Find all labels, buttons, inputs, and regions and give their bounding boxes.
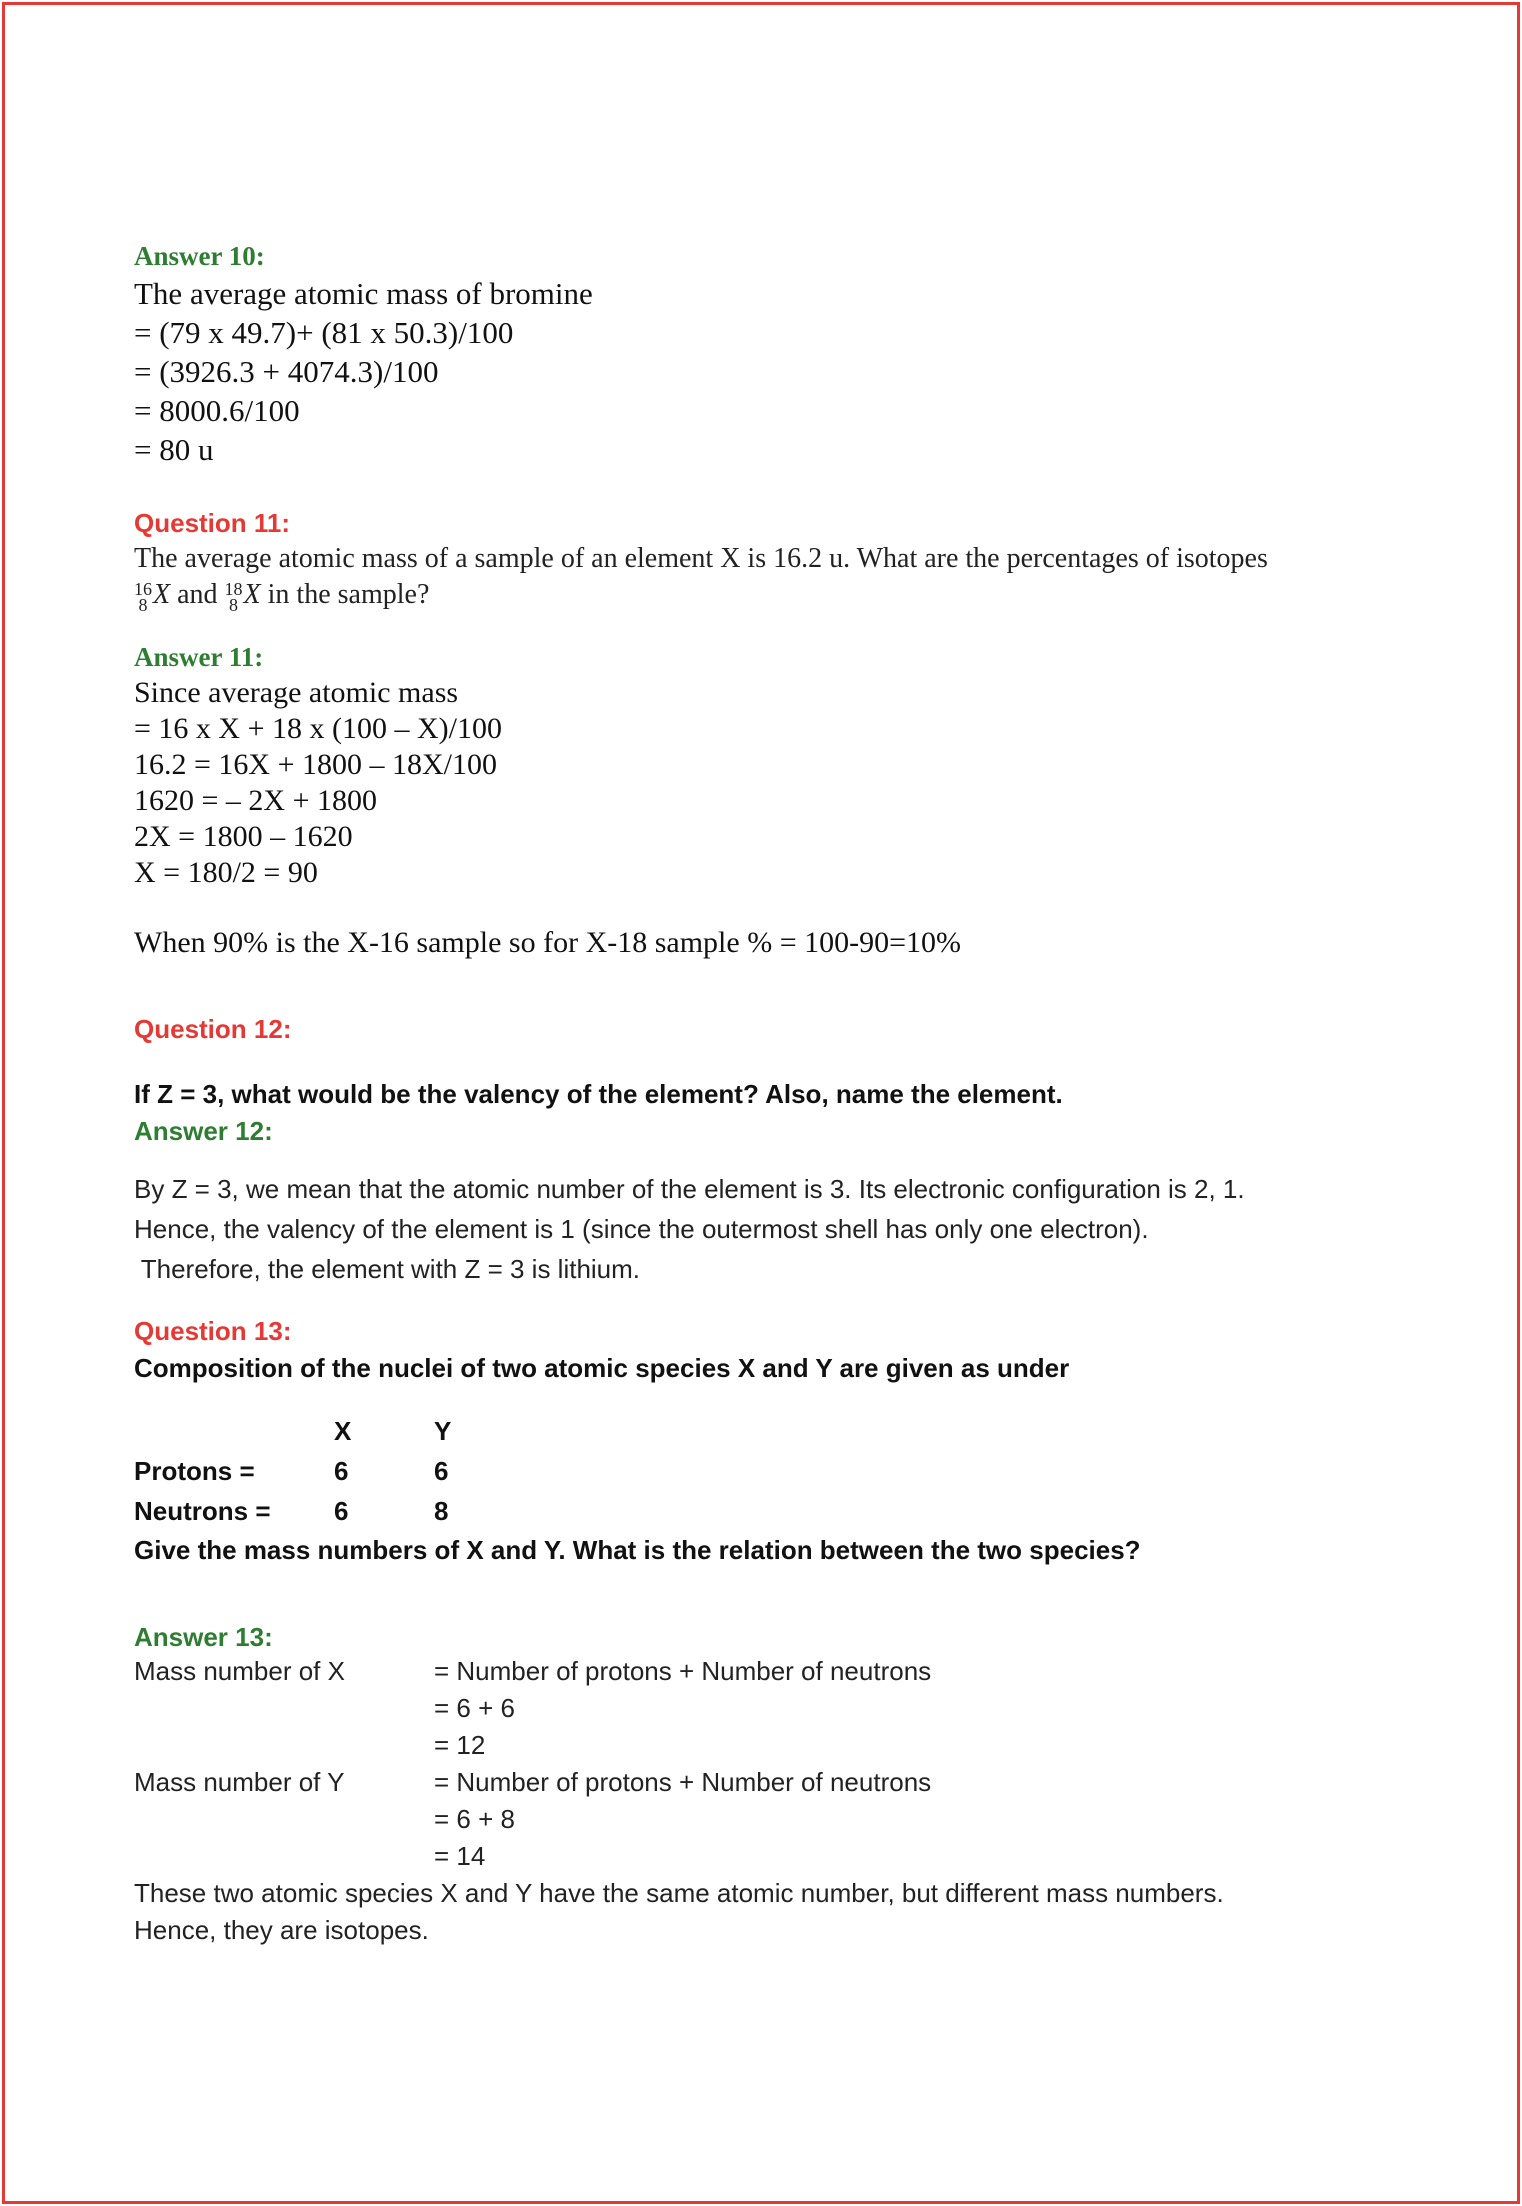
question-11-isotopes xyxy=(134,577,1404,613)
table-header-row xyxy=(134,1411,1404,1451)
table-row xyxy=(134,1451,1404,1491)
question-11-text: The average atomic mass of a sample of an element X is 16.2 u. What are the percentages of isotopes xyxy=(134,543,1268,574)
table-header-cell: X xyxy=(334,1416,352,1446)
table-row xyxy=(134,1491,1404,1531)
answer-12-heading: Answer 12: xyxy=(134,1116,273,1146)
question-13-heading: Question 13: xyxy=(134,1316,292,1346)
answer-12-line: Hence, the valency of the element is 1 (since the outermost shell has only one electron). xyxy=(134,1214,1149,1244)
isotope-2-numbers xyxy=(224,578,243,615)
table-cell: 6 xyxy=(434,1456,449,1486)
answer-11-line: X = 180/2 = 90 xyxy=(134,856,318,889)
answer-11-conclusion: When 90% is the X-16 sample so for X-18 sample % = 100-90=10% xyxy=(134,926,962,959)
mass-number-x-formula: = Number of protons + Number of neutrons xyxy=(434,1656,932,1686)
answer-10-line: = (79 x 49.7)+ (81 x 50.3)/100 xyxy=(134,315,514,350)
answer-10-heading: Answer 10: xyxy=(134,241,265,271)
answer-12 xyxy=(134,1113,1404,1289)
answer-13 xyxy=(134,1621,1404,1949)
answer-11-heading: Answer 11: xyxy=(134,642,264,672)
answer-11-line: 2X = 1800 – 1620 xyxy=(134,820,353,853)
mass-number-y-label: Mass number of Y xyxy=(134,1767,345,1797)
mass-number-y-row xyxy=(134,1838,1404,1875)
mass-number-x-result: = 12 xyxy=(434,1730,486,1760)
mass-number-x-sum: = 6 + 6 xyxy=(434,1693,515,1723)
answer-10 xyxy=(134,238,1404,469)
answer-13-heading: Answer 13: xyxy=(134,1622,273,1652)
table-cell: Neutrons = xyxy=(134,1496,271,1526)
isotope-1-atomic: 8 xyxy=(138,594,148,615)
question-13-ask: Give the mass numbers of X and Y. What is the relation between the two species? xyxy=(134,1535,1141,1565)
isotope-2-mass: 18 xyxy=(224,578,243,599)
answer-11-line: = 16 x X + 18 x (100 – X)/100 xyxy=(134,712,502,745)
isotope-2-atomic: 8 xyxy=(229,594,239,615)
answer-10-line: = 80 u xyxy=(134,432,214,467)
answer-11-line: 1620 = – 2X + 1800 xyxy=(134,784,378,817)
answer-10-line: The average atomic mass of bromine xyxy=(134,276,593,311)
mass-number-y-row xyxy=(134,1801,1404,1838)
mass-number-y-sum: = 6 + 8 xyxy=(434,1804,515,1834)
answer-11-line: 16.2 = 16X + 1800 – 18X/100 xyxy=(134,748,498,781)
mass-number-x-row xyxy=(134,1653,1404,1690)
composition-table xyxy=(134,1411,1404,1531)
answer-13-conclusion: These two atomic species X and Y have the same atomic number, but different mass numbers. xyxy=(134,1878,1224,1908)
question-12-text: If Z = 3, what would be the valency of the element? Also, name the element. xyxy=(134,1079,1063,1109)
table-cell: 6 xyxy=(334,1456,349,1486)
mass-number-x-label: Mass number of X xyxy=(134,1656,345,1686)
answer-10-line: = (3926.3 + 4074.3)/100 xyxy=(134,354,439,389)
answer-11 xyxy=(134,639,1404,961)
page-content xyxy=(134,238,1404,1949)
question-11 xyxy=(134,505,1404,613)
question-13 xyxy=(134,1313,1404,1569)
mass-number-y-result: = 14 xyxy=(434,1841,486,1871)
table-cell: 6 xyxy=(334,1496,349,1526)
and-word: and xyxy=(177,579,218,610)
table-header-cell: Y xyxy=(434,1416,452,1446)
answer-10-line: = 8000.6/100 xyxy=(134,393,300,428)
answer-12-line: By Z = 3, we mean that the atomic number of the element is 3. Its electronic configuration is 2, 1. xyxy=(134,1174,1245,1204)
table-cell: 8 xyxy=(434,1496,449,1526)
isotope-1-symbol: X xyxy=(153,579,171,610)
answer-13-conclusion: Hence, they are isotopes. xyxy=(134,1915,429,1945)
mass-number-x-row xyxy=(134,1727,1404,1764)
question-11-tail: in the sample? xyxy=(267,579,430,610)
answer-11-line: Since average atomic mass xyxy=(134,676,459,709)
answer-12-line: Therefore, the element with Z = 3 is lithium. xyxy=(134,1254,641,1284)
table-header-cell xyxy=(134,1411,334,1451)
question-11-heading: Question 11: xyxy=(134,508,291,538)
mass-number-y-formula: = Number of protons + Number of neutrons xyxy=(434,1767,932,1797)
mass-number-x-row xyxy=(134,1690,1404,1727)
table-cell: Protons = xyxy=(134,1456,255,1486)
isotope-1-mass: 16 xyxy=(134,578,152,599)
isotope-1-numbers xyxy=(134,578,152,615)
isotope-2-symbol: X xyxy=(243,579,261,610)
question-12-heading: Question 12: xyxy=(134,1014,292,1044)
question-12 xyxy=(134,1011,1404,1113)
mass-number-y-row xyxy=(134,1764,1404,1801)
question-13-intro: Composition of the nuclei of two atomic species X and Y are given as under xyxy=(134,1353,1070,1383)
